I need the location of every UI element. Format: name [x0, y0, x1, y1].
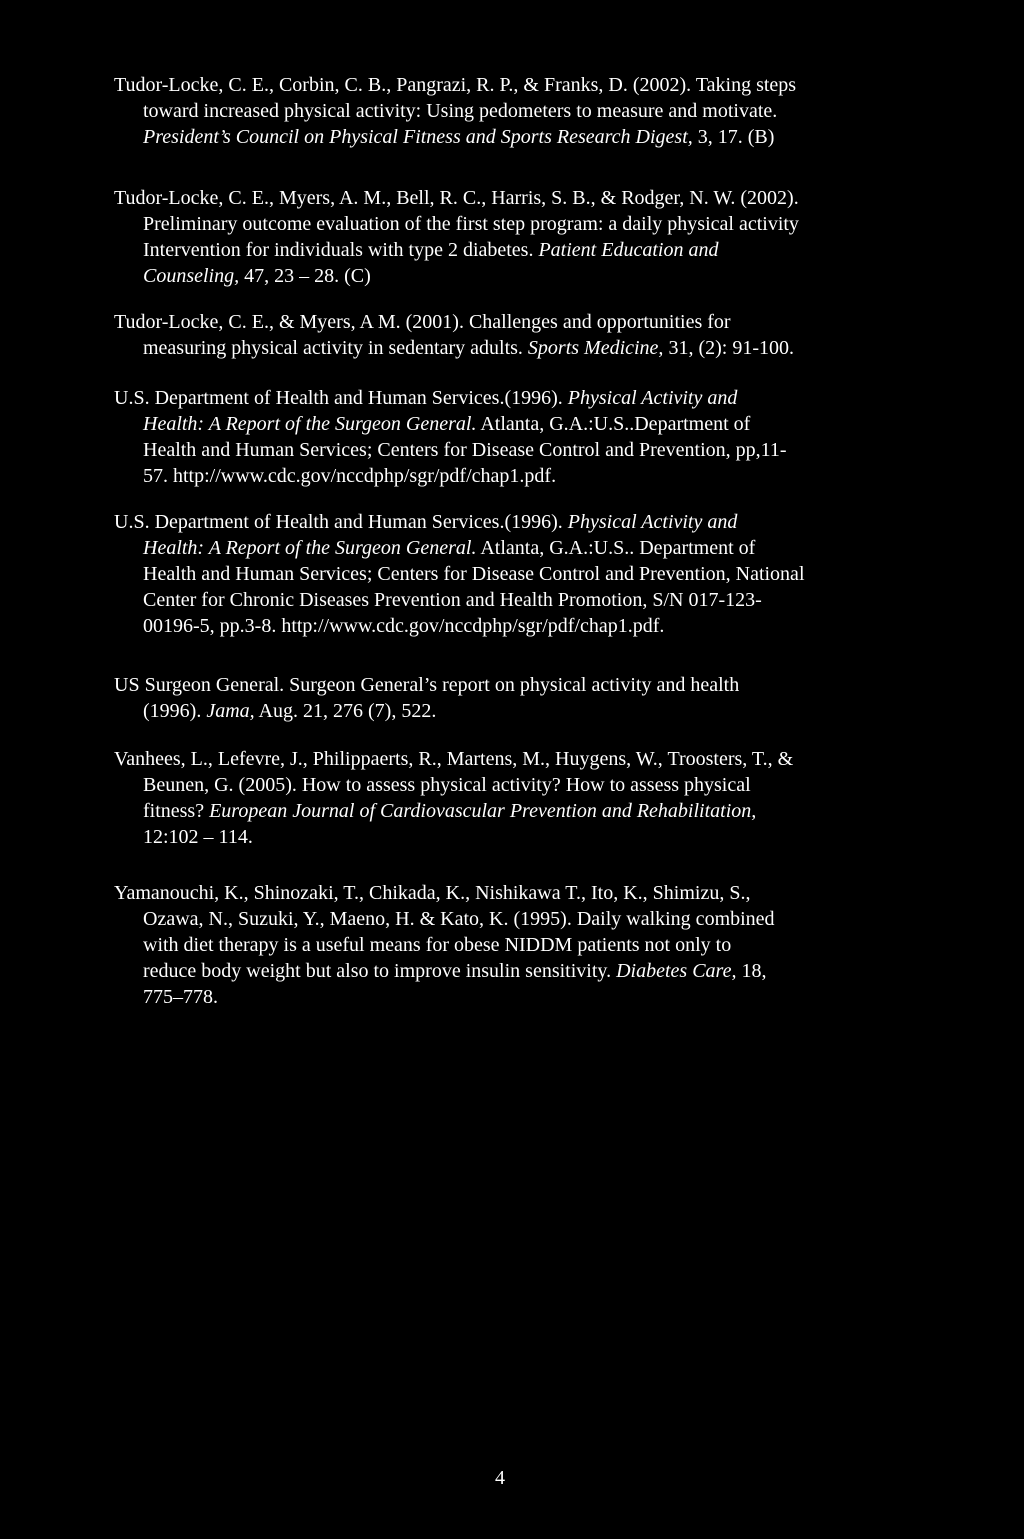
reference-text: 00196-5, pp.3-8. http://www.cdc.gov/nccdphp/sgr/pdf/chap1.pdf. — [143, 615, 665, 637]
reference-line — [143, 463, 556, 489]
reference-text: Vanhees, L., Lefevre, J., Philippaerts, R., Martens, M., Huygens, W., Troosters, T., & — [114, 748, 794, 770]
reference-text: fitness? — [143, 800, 210, 822]
reference-line — [114, 185, 799, 211]
reference-line — [143, 411, 750, 437]
reference-line — [143, 798, 756, 824]
reference-text: 12:102 – 114. — [143, 826, 253, 848]
reference-line — [143, 263, 371, 289]
reference-line — [114, 309, 731, 335]
reference-line — [143, 958, 766, 984]
reference-text: Health and Human Services; Centers for Disease Control and Prevention, National — [143, 563, 805, 585]
page-number: 4 — [495, 1467, 505, 1489]
reference-line — [143, 613, 664, 639]
reference-text: Tudor-Locke, C. E., Corbin, C. B., Pangrazi, R. P., & Franks, D. (2002). Taking steps — [114, 74, 797, 96]
reference-text: U.S. Department of Health and Human Services.(1996). — [114, 387, 568, 409]
reference-line — [143, 698, 436, 724]
reference-italic-text: Health: A Report of the Surgeon General. — [143, 537, 477, 559]
reference-text: Aug. 21, 276 (7), 522. — [254, 700, 437, 722]
reference-line — [114, 72, 796, 98]
reference-italic-text: Patient Education and — [538, 239, 719, 261]
reference-text: reduce body weight but also to improve insulin sensitivity. — [143, 960, 617, 982]
reference-line — [143, 98, 777, 124]
reference-line — [114, 672, 739, 698]
reference-text: U.S. Department of Health and Human Services.(1996). — [114, 511, 568, 533]
reference-text: measuring physical activity in sedentary adults. — [143, 337, 528, 359]
reference-italic-text: Health: A Report of the Surgeon General. — [143, 413, 477, 435]
reference-line — [143, 932, 731, 958]
reference-line — [114, 880, 750, 906]
reference-line — [143, 437, 787, 463]
reference-text: Preliminary outcome evaluation of the first step program: a daily physical activity — [143, 213, 799, 235]
reference-text: toward increased physical activity: Using pedometers to measure and motivate. — [143, 100, 778, 122]
reference-text: Atlanta, G.A.:U.S.. Department of — [476, 537, 756, 559]
reference-text: 775–778. — [143, 986, 218, 1008]
reference-text: Tudor-Locke, C. E., & Myers, A M. (2001). Challenges and opportunities for — [114, 311, 731, 333]
reference-text: Intervention for individuals with type 2 diabetes. — [143, 239, 539, 261]
reference-text: 47, 23 – 28. (C) — [239, 265, 371, 287]
reference-line — [143, 535, 755, 561]
reference-text: Atlanta, G.A.:U.S..Department of — [476, 413, 751, 435]
reference-text: Yamanouchi, K., Shinozaki, T., Chikada, K., Nishikawa T., Ito, K., Shimizu, S., — [114, 882, 751, 904]
reference-text: 18, — [736, 960, 767, 982]
reference-line — [143, 824, 253, 850]
reference-italic-text: Sports Medicine, — [527, 337, 664, 359]
reference-italic-text: Physical Activity and — [567, 387, 738, 409]
reference-line — [143, 772, 751, 798]
reference-text: (1996). — [143, 700, 207, 722]
reference-line — [143, 587, 762, 613]
reference-text: Beunen, G. (2005). How to assess physical activity? How to assess physical — [143, 774, 751, 796]
reference-line — [143, 124, 774, 150]
reference-line — [143, 906, 775, 932]
reference-line — [114, 385, 737, 411]
reference-line — [143, 237, 718, 263]
reference-italic-text: Diabetes Care, — [616, 960, 737, 982]
reference-text: Center for Chronic Diseases Prevention and Health Promotion, S/N 017-123- — [143, 589, 762, 611]
reference-text: 57. http://www.cdc.gov/nccdphp/sgr/pdf/chap1.pdf. — [143, 465, 557, 487]
reference-text: US Surgeon General. Surgeon General’s report on physical activity and health — [114, 674, 740, 696]
reference-text: Ozawa, N., Suzuki, Y., Maeno, H. & Kato, K. (1995). Daily walking combined — [143, 908, 775, 930]
reference-text: Health and Human Services; Centers for Disease Control and Prevention, pp,11- — [143, 439, 787, 461]
reference-text: Tudor-Locke, C. E., Myers, A. M., Bell, R. C., Harris, S. B., & Rodger, N. W. (2002). — [114, 187, 799, 209]
reference-text: with diet therapy is a useful means for obese NIDDM patients not only to — [143, 934, 732, 956]
reference-text: 31, (2): 91-100. — [663, 337, 794, 359]
reference-line — [114, 746, 793, 772]
reference-italic-text: Physical Activity and — [567, 511, 738, 533]
reference-line — [114, 509, 737, 535]
reference-italic-text: European Journal of Cardiovascular Prevention and Rehabilitation, — [209, 800, 757, 822]
reference-italic-text: President’s Council on Physical Fitness and Sports Research Digest, — [143, 126, 693, 148]
reference-line — [143, 335, 794, 361]
reference-line — [143, 984, 218, 1010]
reference-italic-text: Counseling, — [143, 265, 240, 287]
reference-line — [143, 211, 799, 237]
reference-italic-text: Jama, — [206, 700, 255, 722]
reference-text: 3, 17. (B) — [692, 126, 775, 148]
reference-line — [143, 561, 805, 587]
